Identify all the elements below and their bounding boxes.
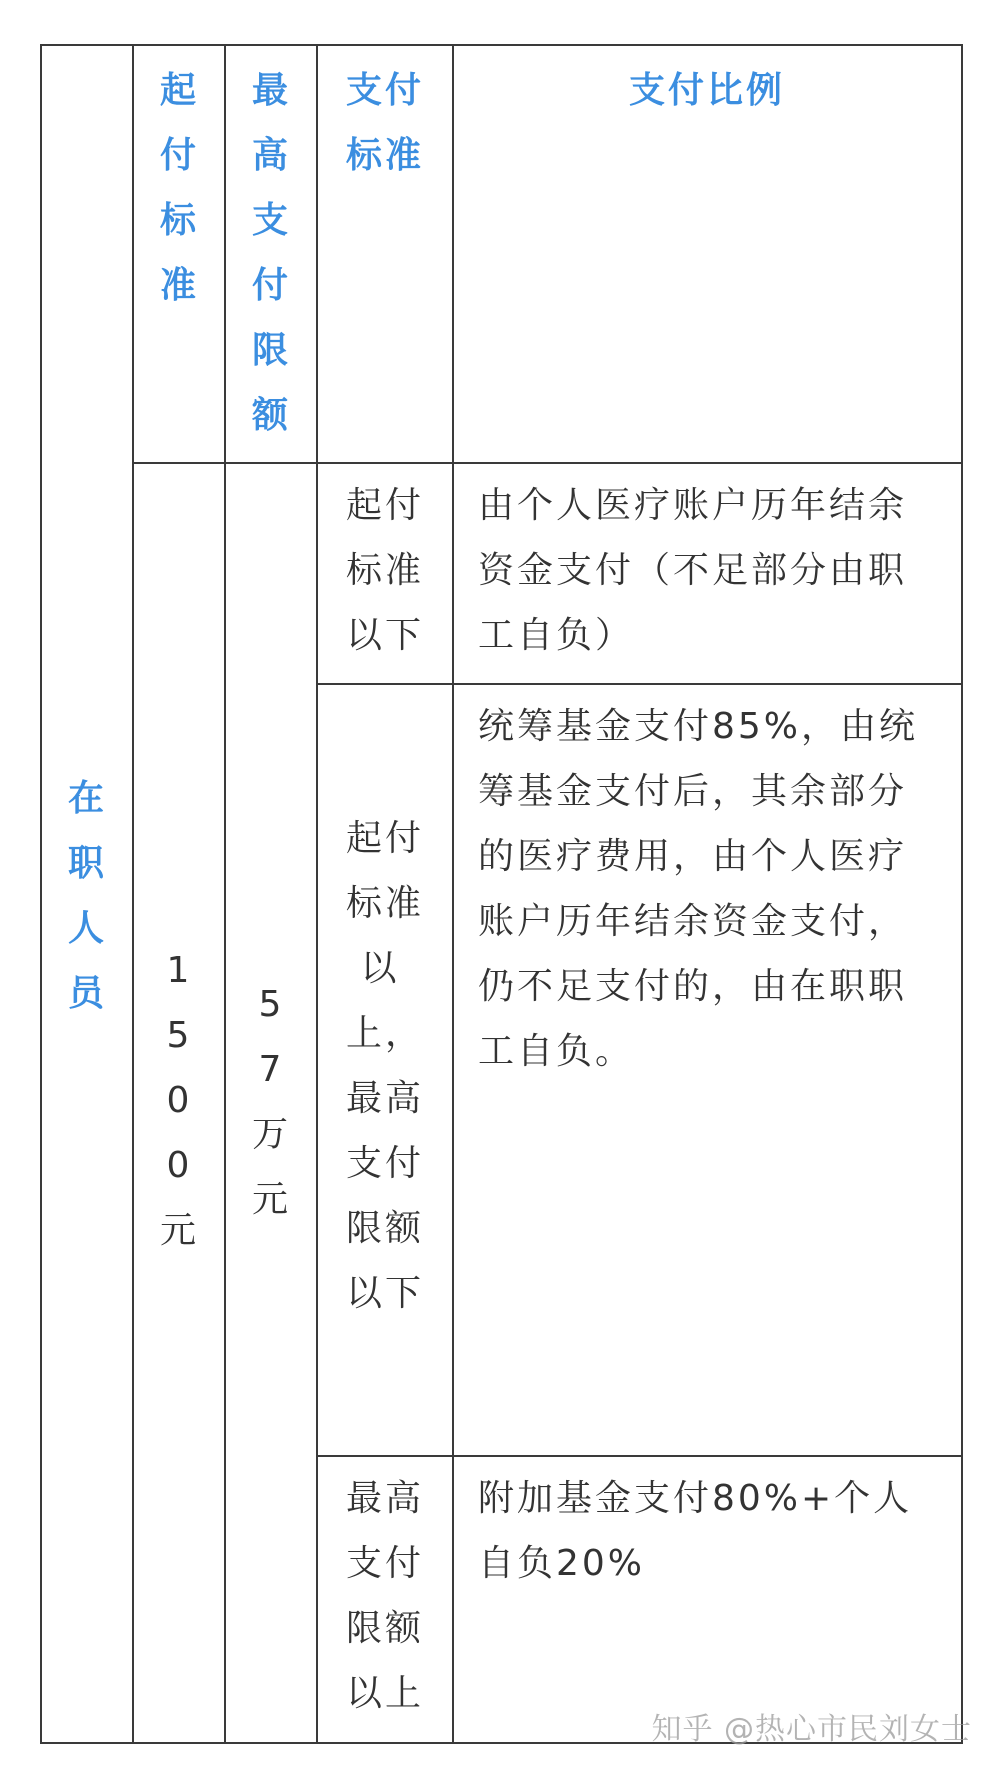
value-char: 7 (258, 1049, 282, 1090)
table-border-top (40, 44, 963, 46)
row-2-ratio: 统筹基金支付85%，由统筹基金支付后，其余部分的医疗费用，由个人医疗账户历年结余资金支付，仍不足支付的，由在职职工自负。 (478, 706, 919, 1072)
header-divider (132, 462, 963, 464)
header-pay-ratio: 支付比例 (628, 70, 785, 111)
category-char: 职 (67, 843, 104, 884)
header-char: 标 (159, 200, 196, 241)
value-char: 5 (166, 1015, 190, 1056)
row-divider-1 (316, 683, 963, 685)
header-char: 最 (251, 70, 288, 111)
row-2-standard: 起付 标准 以 上， 最高 支付 限额 以下 (346, 818, 425, 1314)
start-standard-value (132, 938, 224, 1263)
header-pay-standard: 支付 标准 (346, 70, 425, 176)
category-char: 人 (67, 908, 104, 949)
col-divider-3 (316, 44, 318, 1744)
header-max-limit (224, 58, 316, 448)
value-char: 0 (166, 1080, 190, 1121)
max-limit-value (224, 972, 316, 1232)
header-char: 付 (159, 135, 196, 176)
value-char: 元 (159, 1210, 196, 1251)
header-char: 限 (251, 330, 288, 371)
row-3-ratio: 附加基金支付80%+个人自负20% (478, 1478, 913, 1584)
row-divider-2 (316, 1455, 963, 1457)
value-char: 1 (166, 950, 190, 991)
header-char: 支 (251, 200, 288, 241)
zhihu-watermark: 知乎 @热心市民刘女士 (651, 1712, 972, 1747)
value-char: 元 (251, 1179, 288, 1220)
header-char: 高 (251, 135, 288, 176)
row-3-standard: 最高 支付 限额 以上 (346, 1478, 425, 1714)
header-char: 付 (251, 265, 288, 306)
value-char: 0 (166, 1145, 190, 1186)
row-1-ratio: 由个人医疗账户历年结余资金支付（不足部分由职工自负） (478, 485, 908, 656)
category-char: 在 (67, 778, 104, 819)
col-divider-4 (452, 44, 454, 1744)
value-char: 5 (258, 984, 282, 1025)
header-start-standard (132, 58, 224, 318)
header-char: 准 (159, 265, 196, 306)
header-char: 起 (159, 70, 196, 111)
category-employed (40, 766, 132, 1026)
table-border-right (961, 44, 963, 1744)
value-char: 万 (251, 1114, 288, 1155)
header-char: 额 (251, 395, 288, 436)
category-char: 员 (67, 973, 104, 1014)
row-1-standard: 起付 标准 以下 (346, 485, 425, 656)
